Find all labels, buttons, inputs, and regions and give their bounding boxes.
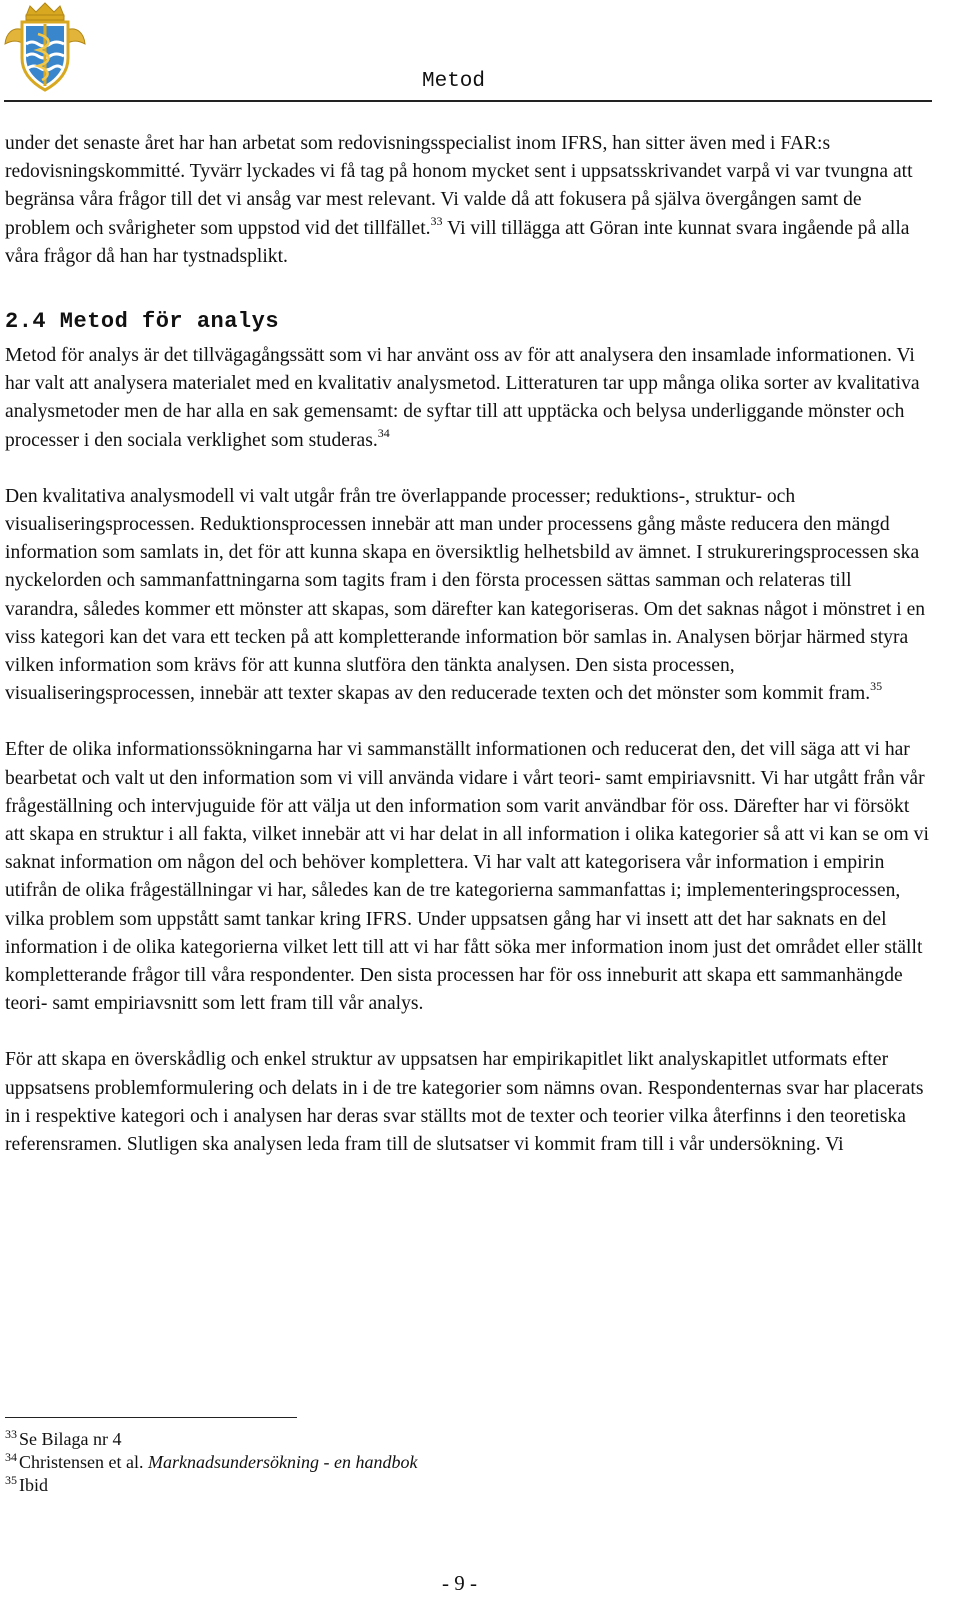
footnote-text: Ibid: [19, 1475, 48, 1495]
page-number: - 9 -: [442, 1571, 477, 1595]
running-header-section: Metod: [422, 70, 486, 93]
footnote-number: 34: [5, 1450, 17, 1464]
footnote-text: Christensen et al.: [19, 1452, 148, 1472]
header-rule: [4, 100, 932, 102]
paragraph-1: [5, 130, 929, 271]
footnote-35: [5, 1474, 905, 1497]
footnote-number: 35: [5, 1473, 17, 1487]
footnotes: [5, 1428, 905, 1497]
footnote-34: [5, 1451, 905, 1474]
paragraph-2: [5, 342, 929, 455]
paragraph-1-text: under det senaste året har han arbetat som redovisningsspecialist inom IFRS, han sitter även med i FAR:s redovisningskommitté. Tyvärr lyckades vi få tag på honom mycket sent i uppsatsskrivandet varpå vi var tvungna att begränsa våra frågor till det vi ansåg var mest relevant. Vi valde då att fokusera på själva övergången samt de problem och svårigheter som uppstod vid det tillfället.: [5, 133, 913, 239]
section-heading: 2.4 Metod för analys: [5, 309, 280, 335]
paragraph-4: Efter de olika informationssökningarna har vi sammanställt informationen och reducerat den, det vill säga att vi har bearbetat och valt ut den information som vi vill använda vidare i vårt teori- samt empiriavsnitt. Vi har utgått från vår frågeställning och intervjuguide för att välja ut den information som varit användbar för oss. Därefter har vi försökt att skapa en struktur i all fakta, vilket innebär att vi har delat in all information i olika kategorier så att vi kan se om vi saknat information om någon del och behöver komplettera. Vi har valt att kategorisera vår information i empirin utifrån de olika frågeställningar vi har, således kan de tre kategorierna sammanfattas i; implementeringsprocessen, vilka problem som uppstått samt tankar kring IFRS. Under uppsatsen gång har vi insett att det har saknats en del information i de olika kategorierna vilket lett till att vi har fått söka mer information inom just det området eller ställt kompletterande frågor till våra respondenter. Den sista processen har för oss inneburit att skapa ett sammanhängde teori- samt empiriavsnitt som lett fram till vår analys.: [5, 739, 929, 1015]
footnote-33: [5, 1428, 905, 1451]
paragraph-5: För att skapa en överskådlig och enkel struktur av uppsatsen har empirikapitlet likt analyskapitlet utformats efter uppsatsens problemformulering och delats in i de tre kategorier som nämns ovan. Respondenternas svar har placerats in i respektive kategori och i analysen har deras svar ställts mot de texter och teorier vilka återfinns i den teoretiska referensramen. Slutligen ska analysen leda fram till de slutsatser vi kommit fram till i vår undersökning. Vi: [5, 1049, 924, 1156]
footnote-ref-35[interactable]: 35: [870, 679, 883, 694]
footnote-separator: [5, 1417, 297, 1418]
paragraph-1-tail: Vi vill tillägga att Göran inte kunnat svara ingående på alla våra frågor då han har tystnadsplikt.: [5, 217, 910, 267]
seal-crown: [26, 3, 64, 20]
footnote-text: Se Bilaga nr 4: [19, 1429, 122, 1449]
paragraph-2-text: Metod för analys är det tillvägagångssätt som vi har använt oss av för att analysera den insamlade informationen. Vi har valt att analysera materialet med en kvalitativ analysmetod. Litteraturen tar upp många olika sorter av kvalitativa analysmetoder men de har alla en sak gemensamt: de syftar till att upptäcka och belysa underliggande mönster och processer i den sociala verklighet som studeras.: [5, 345, 920, 451]
footnote-ref-33[interactable]: 33: [430, 213, 443, 228]
footnote-ref-34[interactable]: 34: [377, 425, 390, 440]
footnote-book-title: Marknadsundersökning - en handbok: [147, 1452, 418, 1472]
document-body: [5, 130, 929, 1187]
footnote-number: 33: [5, 1427, 17, 1441]
university-seal-logo: [2, 0, 88, 94]
paragraph-3: [5, 483, 929, 709]
paragraph-3-text: Den kvalitativa analysmodell vi valt utgår från tre överlappande processer; reduktions-, struktur- och visualiseringsprocessen. Reduktionsprocessen innebär att man under processens gång måste reducera den mängd information som samlats in, det för att kunna skapa en översiktlig helhetsbild av ämnet. I strukureringsprocessen ska nyckelorden och sammanfattningarna som tagits fram i den första processen sättas samman och relateras till varandra, således kommer ett mönster att skapas, som därefter kan kategoriseras. Om det saknas något i mönstret i en viss kategori kan det vara ett tecken på att kompletterande information bör samlas in. Analysen börjar härmed styra vilken information som krävs för att kunna slutföra den tänkta analysen. Den sista processen, visualiseringsprocessen, innebär att texter skapas av den reducerade texten och det mönster som kommit fram.: [5, 485, 926, 705]
